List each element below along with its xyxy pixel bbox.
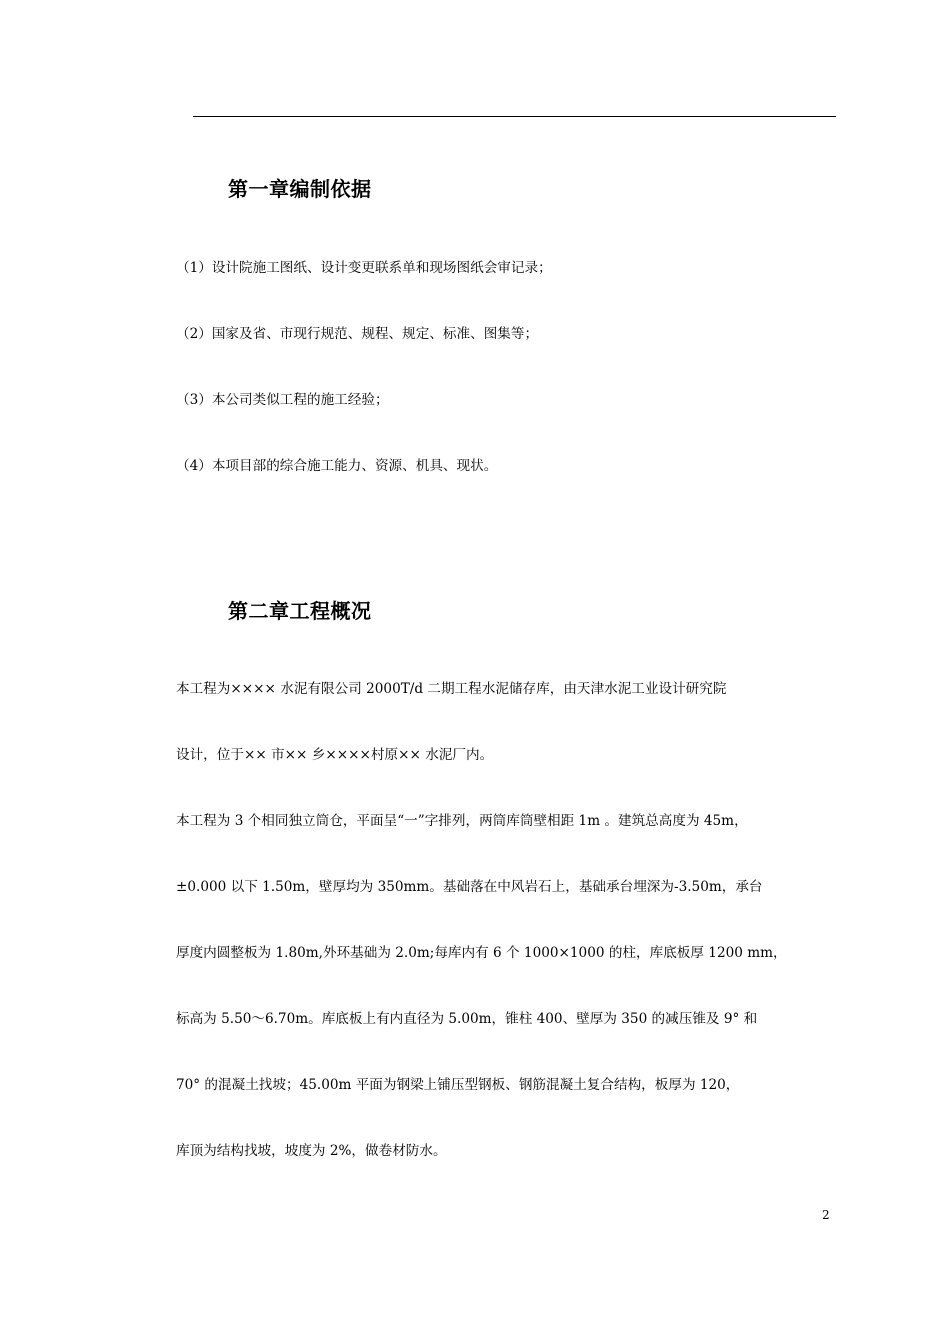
header-rule	[193, 116, 836, 117]
overview-line-7: 70° 的混凝土找坡；45.00m 平面为钢梁上铺压型钢板、钢筋混凝土复合结构，板厚为 120，	[176, 1077, 740, 1093]
overview-line-1: 本工程为×××× 水泥有限公司 2000T/d 二期工程水泥储存库，由天津水泥工业设计研究院	[176, 681, 727, 697]
chapter-2-heading: 第二章工程概况	[228, 599, 372, 623]
basis-item-1: （1）设计院施工图纸、设计变更联系单和现场图纸会审记录；	[176, 260, 552, 276]
overview-line-3: 本工程为 3 个相同独立筒仓，平面呈“一”字排列，两筒库筒壁相距 1m 。建筑总高度为 45m，	[176, 813, 748, 829]
overview-line-4: ±0.000 以下 1.50m，壁厚均为 350mm。基础落在中风岩石上，基础承台埋深为-3.50m，承台	[176, 879, 763, 895]
overview-line-6: 标高为 5.50～6.70m。库底板上有内直径为 5.00m，锥柱 400、壁厚为 350 的减压锥及 9° 和	[176, 1011, 758, 1027]
overview-line-5: 厚度内圆整板为 1.80m,外环基础为 2.0m;每库内有 6 个 1000×1000 的柱，库底板厚 1200 mm，	[176, 945, 787, 961]
overview-line-2: 设计，位于×× 市×× 乡××××村原×× 水泥厂内。	[176, 747, 494, 763]
basis-item-2: （2）国家及省、市现行规范、规程、规定、标准、图集等；	[176, 326, 539, 342]
chapter-1-heading: 第一章编制依据	[228, 177, 372, 201]
basis-item-4: （4）本项目部的综合施工能力、资源、机具、现状。	[176, 458, 498, 474]
page-number: 2	[822, 1208, 830, 1222]
basis-item-3: （3）本公司类似工程的施工经验；	[176, 392, 389, 408]
overview-line-8: 库顶为结构找坡，坡度为 2%，做卷材防水。	[176, 1143, 447, 1159]
